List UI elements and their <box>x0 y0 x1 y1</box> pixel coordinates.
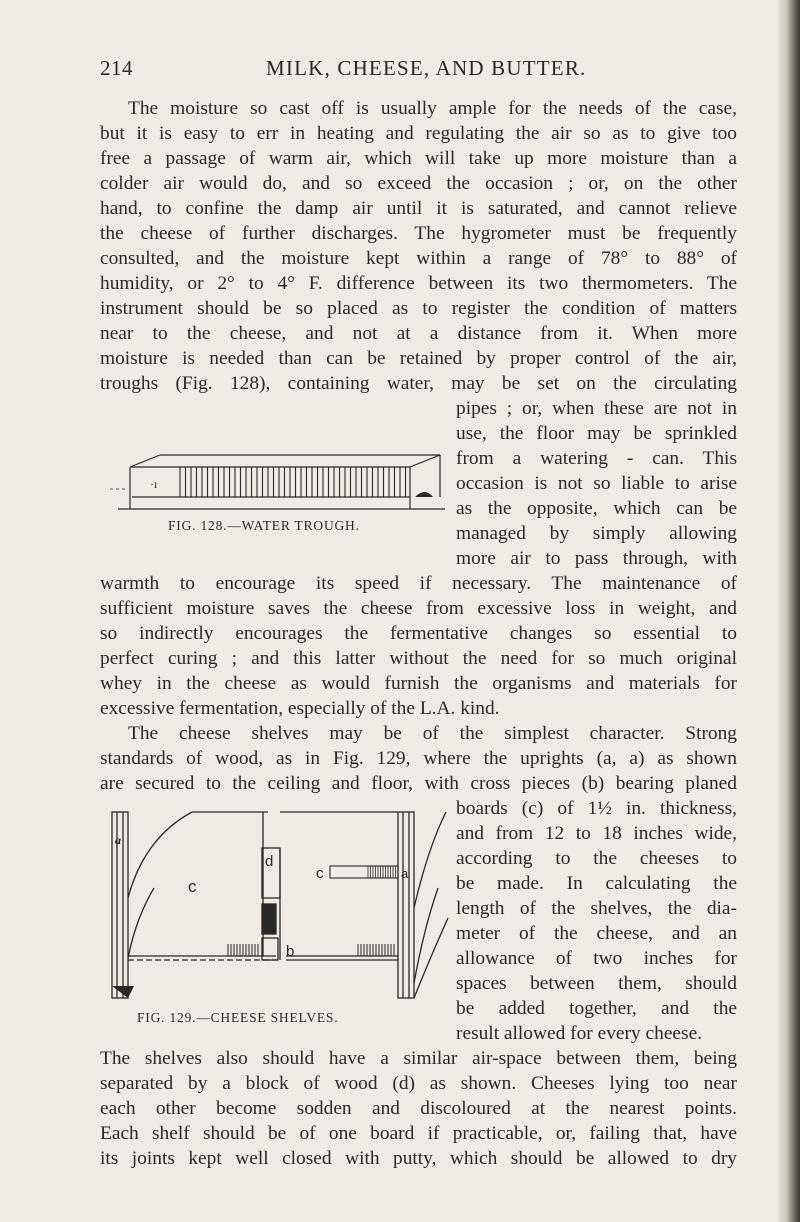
label-c-left: c <box>188 877 197 896</box>
text-line: pipes ; or, when these are not in <box>456 398 737 419</box>
text-line: standards of wood, as in Fig. 129, where the uprights (a, a) as shown <box>100 748 737 769</box>
text-line: colder air would do, and so exceed the occasion ; or, on the other <box>100 173 737 194</box>
figure-caption-129: FIG. 129.—CHEESE SHELVES. <box>137 1010 339 1025</box>
text-line: spaces between them, should <box>456 973 737 994</box>
text-line: the cheese of further discharges. The hygrometer must be frequently <box>100 223 737 244</box>
text-line: according to the cheeses to <box>456 848 737 869</box>
text-line: be made. In calculating the <box>456 873 737 894</box>
text-line: result allowed for every cheese. <box>456 1023 703 1044</box>
text-line: from a watering - can. This <box>456 448 737 469</box>
text-line: allowance of two inches for <box>456 948 737 969</box>
text-line: warmth to encourage its speed if necessary. The maintenance of <box>100 573 737 594</box>
text-line: consulted, and the moisture kept within a range of 78° to 88° of <box>100 248 737 269</box>
text-line: each other become sodden and discoloured at the nearest points. <box>100 1098 737 1119</box>
text-line: separated by a block of wood (d) as shown. Cheeses lying too near <box>100 1073 737 1094</box>
figure-caption-128: FIG. 128.—WATER TROUGH. <box>168 518 360 533</box>
svg-text:·ı: ·ı <box>150 477 158 491</box>
text-line: more air to pass through, with <box>456 548 737 569</box>
label-a-right: a <box>401 866 409 881</box>
text-line: as the opposite, which can be <box>456 498 737 519</box>
text-line: boards (c) of 1½ in. thickness, <box>456 798 737 819</box>
text-line: excessive fermentation, especially of the L.A. kind. <box>100 698 500 719</box>
cheese-shelves-figure <box>108 808 453 1004</box>
text-line: its joints kept well closed with putty, which should be allowed to dry <box>100 1148 737 1169</box>
text-line: are secured to the ceiling and floor, with cross pieces (b) bearing planed <box>100 773 737 794</box>
text-line: humidity, or 2° to 4° F. difference between its two thermometers. The <box>100 273 737 294</box>
text-line: be added together, and the <box>456 998 737 1019</box>
text-line: meter of the cheese, and an <box>456 923 737 944</box>
text-line: use, the floor may be sprinkled <box>456 423 737 444</box>
text-line: length of the shelves, the dia- <box>456 898 737 919</box>
text-line: instrument should be so placed as to register the condition of matters <box>100 298 737 319</box>
text-line: sufficient moisture saves the cheese from excessive loss in weight, and <box>100 598 737 619</box>
label-b: b <box>286 943 295 960</box>
label-c-right: c <box>316 865 324 882</box>
running-header <box>100 56 740 90</box>
text-line: and from 12 to 18 inches wide, <box>456 823 737 844</box>
running-title: MILK, CHEESE, AND BUTTER. <box>266 56 587 80</box>
text-line: whey in the cheese as would furnish the organisms and materials for <box>100 673 737 694</box>
water-trough-figure <box>110 425 450 515</box>
text-line: hand, to confine the damp air until it is saturated, and cannot relieve <box>100 198 737 219</box>
text-line: The cheese shelves may be of the simplest character. Strong <box>128 723 737 744</box>
text-line: occasion is not so liable to arise <box>456 473 737 494</box>
label-a-left: a <box>115 833 121 847</box>
label-d: d <box>265 853 274 870</box>
text-line: managed by simply allowing <box>456 523 737 544</box>
page-number: 214 <box>100 56 133 80</box>
text-line: Each shelf should be of one board if practicable, or, failing that, have <box>100 1123 737 1144</box>
text-line: free a passage of warm air, which will take up more moisture than a <box>100 148 737 169</box>
text-line: moisture is needed than can be retained by proper control of the air, <box>100 348 737 369</box>
text-line: near to the cheese, and not at a distance from it. When more <box>100 323 737 344</box>
text-line: so indirectly encourages the fermentative changes so essential to <box>100 623 737 644</box>
page-edge-shadow <box>778 0 800 1222</box>
text-line: The shelves also should have a similar air-space between them, being <box>100 1048 737 1069</box>
text-line: The moisture so cast off is usually ample for the needs of the case, <box>128 98 737 119</box>
text-line: troughs (Fig. 128), containing water, may be set on the circulating <box>100 373 737 394</box>
text-line: perfect curing ; and this latter without the need for so much original <box>100 648 737 669</box>
text-line: but it is easy to err in heating and regulating the air so as to give too <box>100 123 737 144</box>
